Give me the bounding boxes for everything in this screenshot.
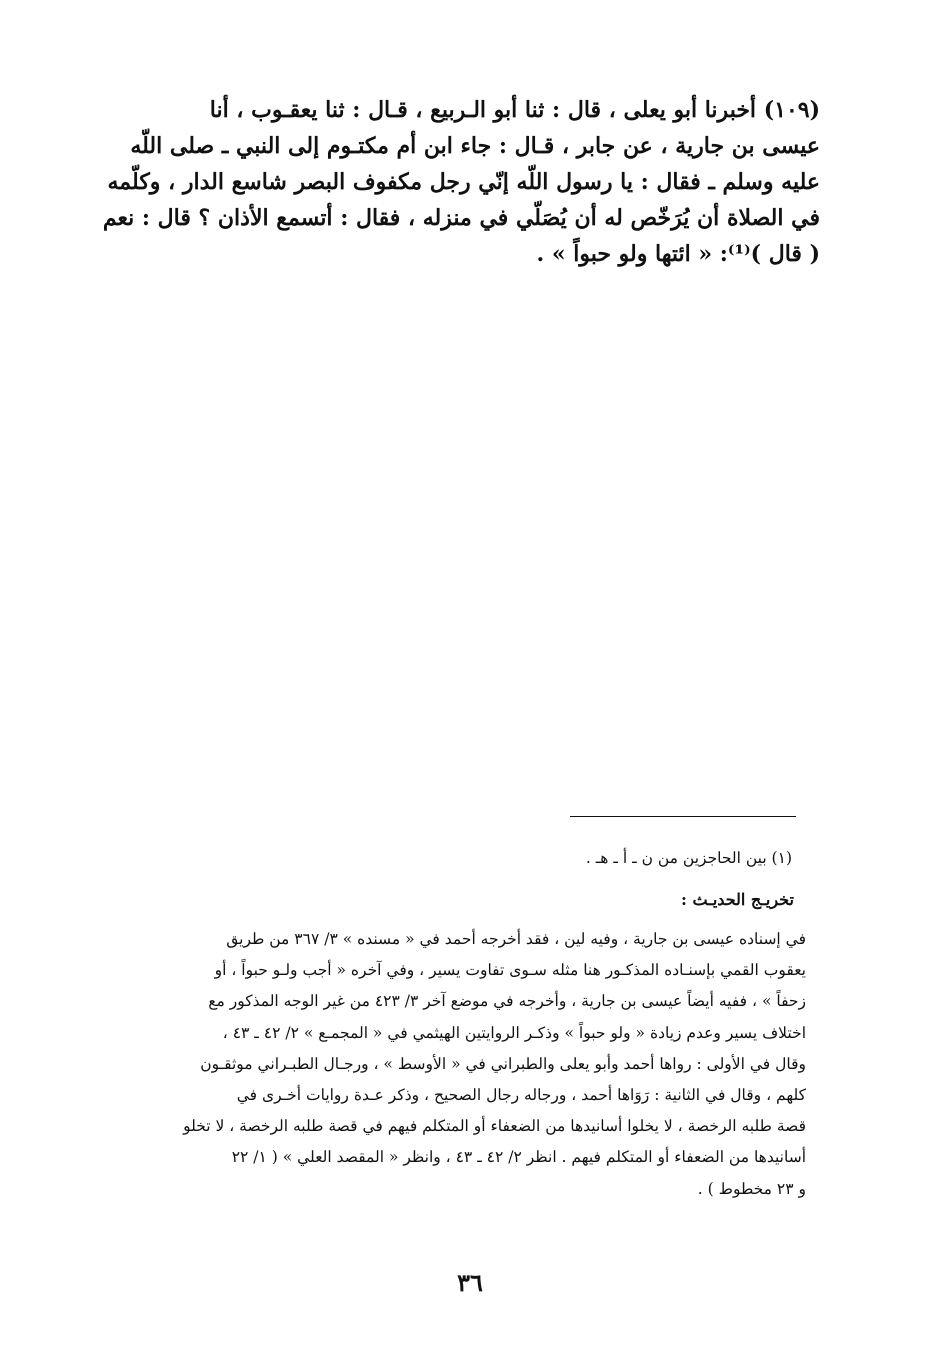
- takhrij-line: قصة طلبه الرخصة ، لا يخلوا أسانيدها من الضعفاء أو المتكلم فيهم في قصة طلبه الرخصة ، لا تخلو: [183, 1117, 806, 1136]
- page-number: ٣٦: [457, 1268, 483, 1297]
- hadith-line-last: ( قال )⁽¹⁾: « ائتها ولو حبواً » .: [536, 241, 820, 267]
- takhrij-line: اختلاف يسير وعدم زيادة « ولو حبواً » وذكـر الروايتين الهيثمي في « المجمـع » ٢/ ٤٢ ـ ٤٣ ،: [222, 1023, 806, 1042]
- takhrij-line: وقال في الأولى : رواها أحمد وأبو يعلى والطبراني في « الأوسط » ، ورجـال الطبـراني موثقـون: [200, 1054, 806, 1073]
- hadith-line: (١٠٩) أخبرنا أبو يعلى ، قال : ثنا أبو الـربيع ، قـال : ثنا يعقـوب ، أنا: [209, 97, 820, 123]
- footnote-divider: [570, 816, 796, 817]
- takhrij-line: زحفاً » ، ففيه أيضاً عيسى بن جارية ، وأخرجه في موضع آخر ٣/ ٤٢٣ من غير الوجه المذكور مع: [208, 992, 806, 1011]
- takhrij-heading: تخريـج الحديـث :: [680, 890, 794, 909]
- takhrij-line: كلهم ، وقال في الثانية : رَوَاها أحمد ، ورجاله رجال الصحيح ، وذكر عـدة روايات أخـرى في: [236, 1085, 806, 1104]
- takhrij-body: [82, 924, 806, 1205]
- takhrij-line: في إسناده عيسى بن جارية ، وفيه لين ، فقد أخرجه أحمد في « مسنده » ٣/ ٣٦٧ من طريق: [226, 930, 806, 948]
- takhrij-line: يعقوب القمي بإسنـاده المذكـور هنا مثله سـوى تفاوت يسير ، وفي آخره « أجب ولـو حبواً ، أو: [214, 961, 806, 980]
- hadith-line: في الصلاة أن يُرَخّص له أن يُصَلّي في منزله ، فقال : أتسمع الأذان ؟ قال : نعم: [102, 205, 820, 231]
- takhrij-line-last: و ٢٣ مخطوط ) .: [697, 1179, 806, 1198]
- footnote: (١) بين الحاجزين من ن ـ أ ـ هـ .: [585, 849, 792, 867]
- hadith-text: [82, 92, 820, 272]
- hadith-line: عيسى بن جارية ، عن جابر ، قـال : جاء ابن أم مكتـوم إلى النبي ـ صلى اللّه: [130, 133, 820, 159]
- hadith-line: عليه وسلم ـ فقال : يا رسول اللّه إنّي رجل مكفوف البصر شاسع الدار ، وكلّمه: [107, 169, 820, 195]
- takhrij-line: أسانيدها من الضعفاء أو المتكلم فيهم . انظر ٢/ ٤٢ ـ ٤٣ ، وانظر « المقصد العلي » ( ١/ ٢٢: [231, 1148, 806, 1167]
